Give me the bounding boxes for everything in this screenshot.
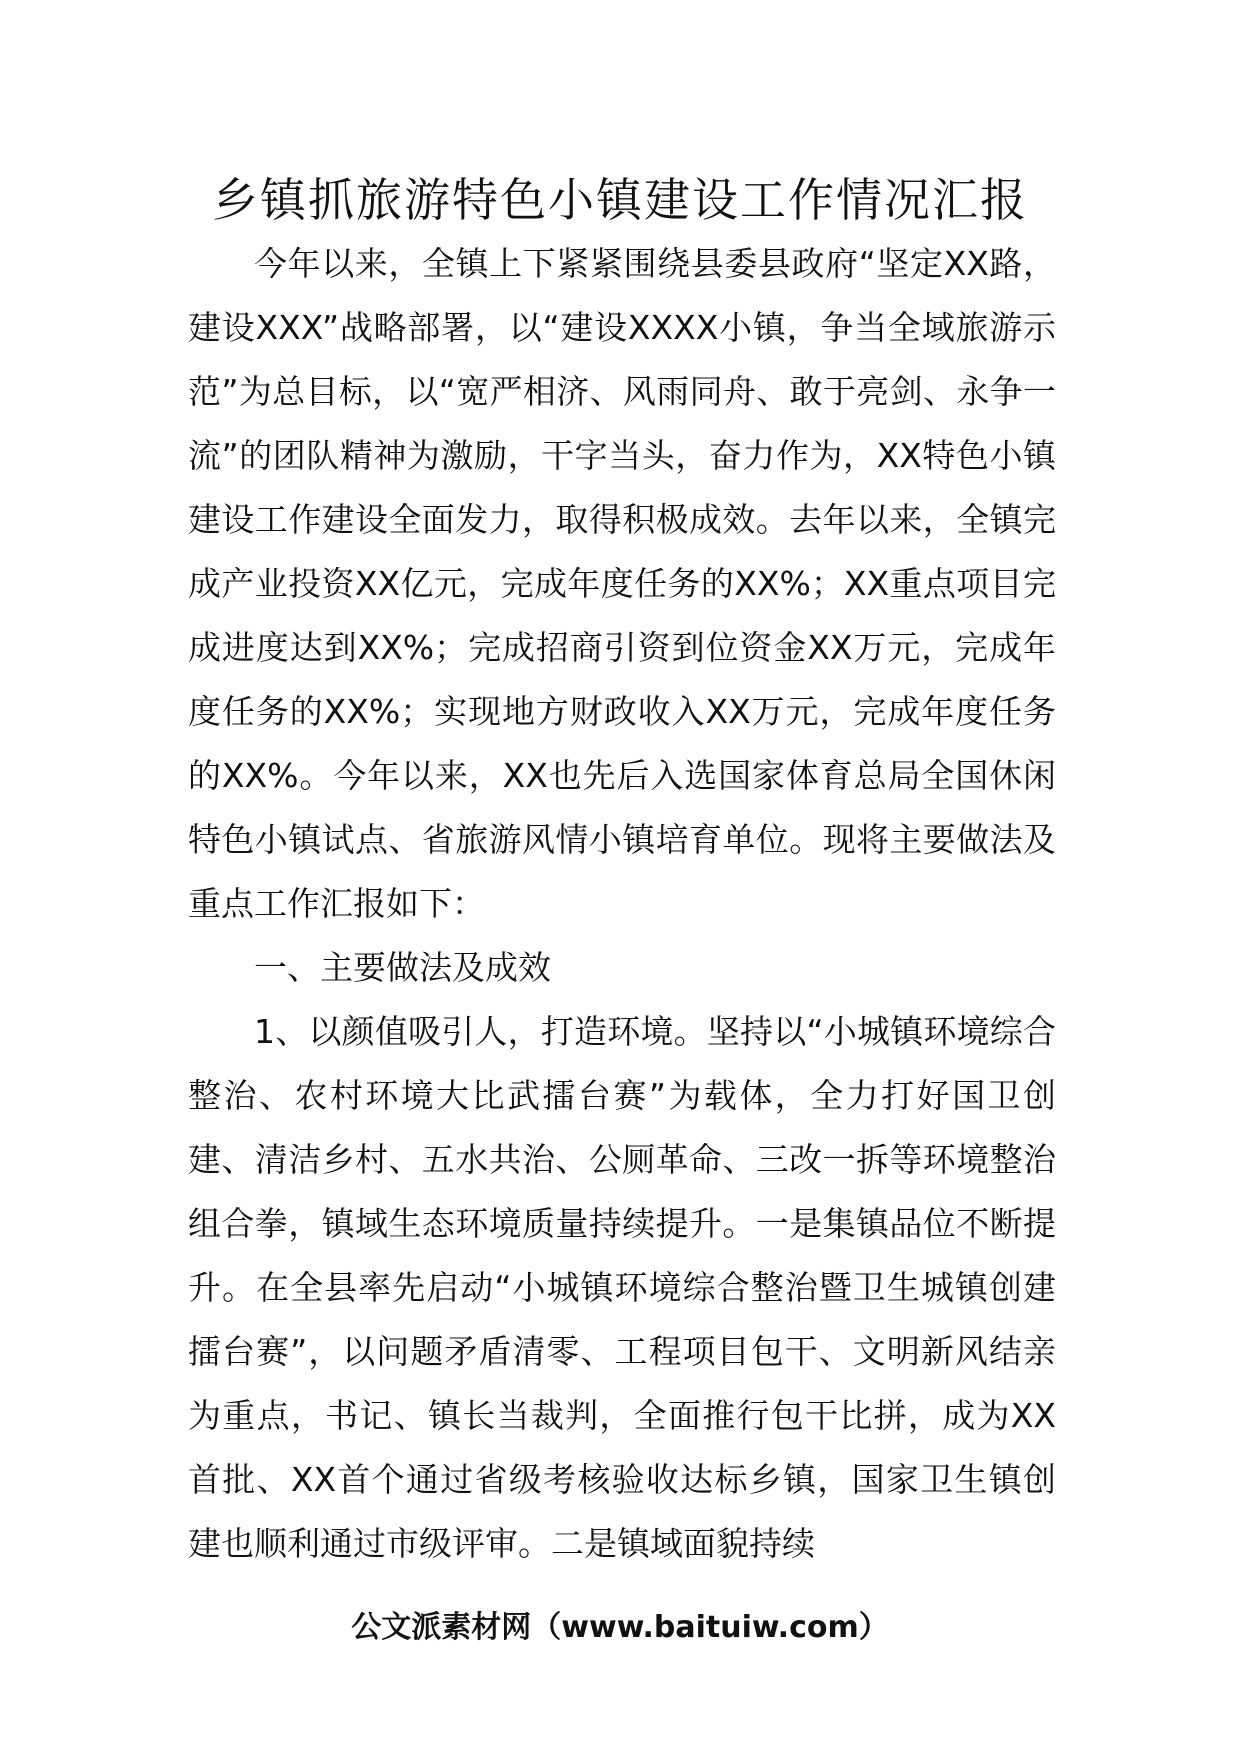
- intro-paragraph: 今年以来，全镇上下紧紧围绕县委县政府“坚定XX路，建设XXX”战略部署，以“建设XXXX小镇，争当全域旅游示范”为总目标，以“宽严相济、风雨同舟、敢于亮剑、永争一流”的团队精神为激励，干字当头，奋力作为，XX特色小镇建设工作建设全面发力，取得积极成效。去年以来，全镇完成产业投资XX亿元，完成年度任务的XX%；XX重点项目完成进度达到XX%；完成招商引资到位资金XX万元，完成年度任务的XX%；实现地方财政收入XX万元，完成年度任务的XX%。今年以来，XX也先后入选国家体育总局全国休闲特色小镇试点、省旅游风情小镇培育单位。现将主要做法及重点工作汇报如下：: [188, 244, 1056, 923]
- document-body: [188, 232, 1056, 1576]
- section-paragraph: 1、以颜值吸引人，打造环境。坚持以“小城镇环境综合整治、农村环境大比武擂台赛”为载体，全力打好国卫创建、清洁乡村、五水共治、公厕革命、三改一拆等环境整治组合拳，镇域生态环境质量持续提升。一是集镇品位不断提升。在全县率先启动“小城镇环境综合整治暨卫生城镇创建擂台赛”，以问题矛盾清零、工程项目包干、文明新风结亲为重点，书记、镇长当裁判，全面推行包干比拼，成为XX首批、XX首个通过省级考核验收达标乡镇，国家卫生镇创建也顺利通过市级评审。二是镇域面貌持续: [188, 1012, 1056, 1563]
- section-heading: 一、主要做法及成效: [254, 948, 551, 987]
- document-title: 乡镇抓旅游特色小镇建设工作情况汇报: [212, 173, 1028, 227]
- footer-watermark-text: 公文派素材网（www.baituiw.com）: [351, 1610, 889, 1645]
